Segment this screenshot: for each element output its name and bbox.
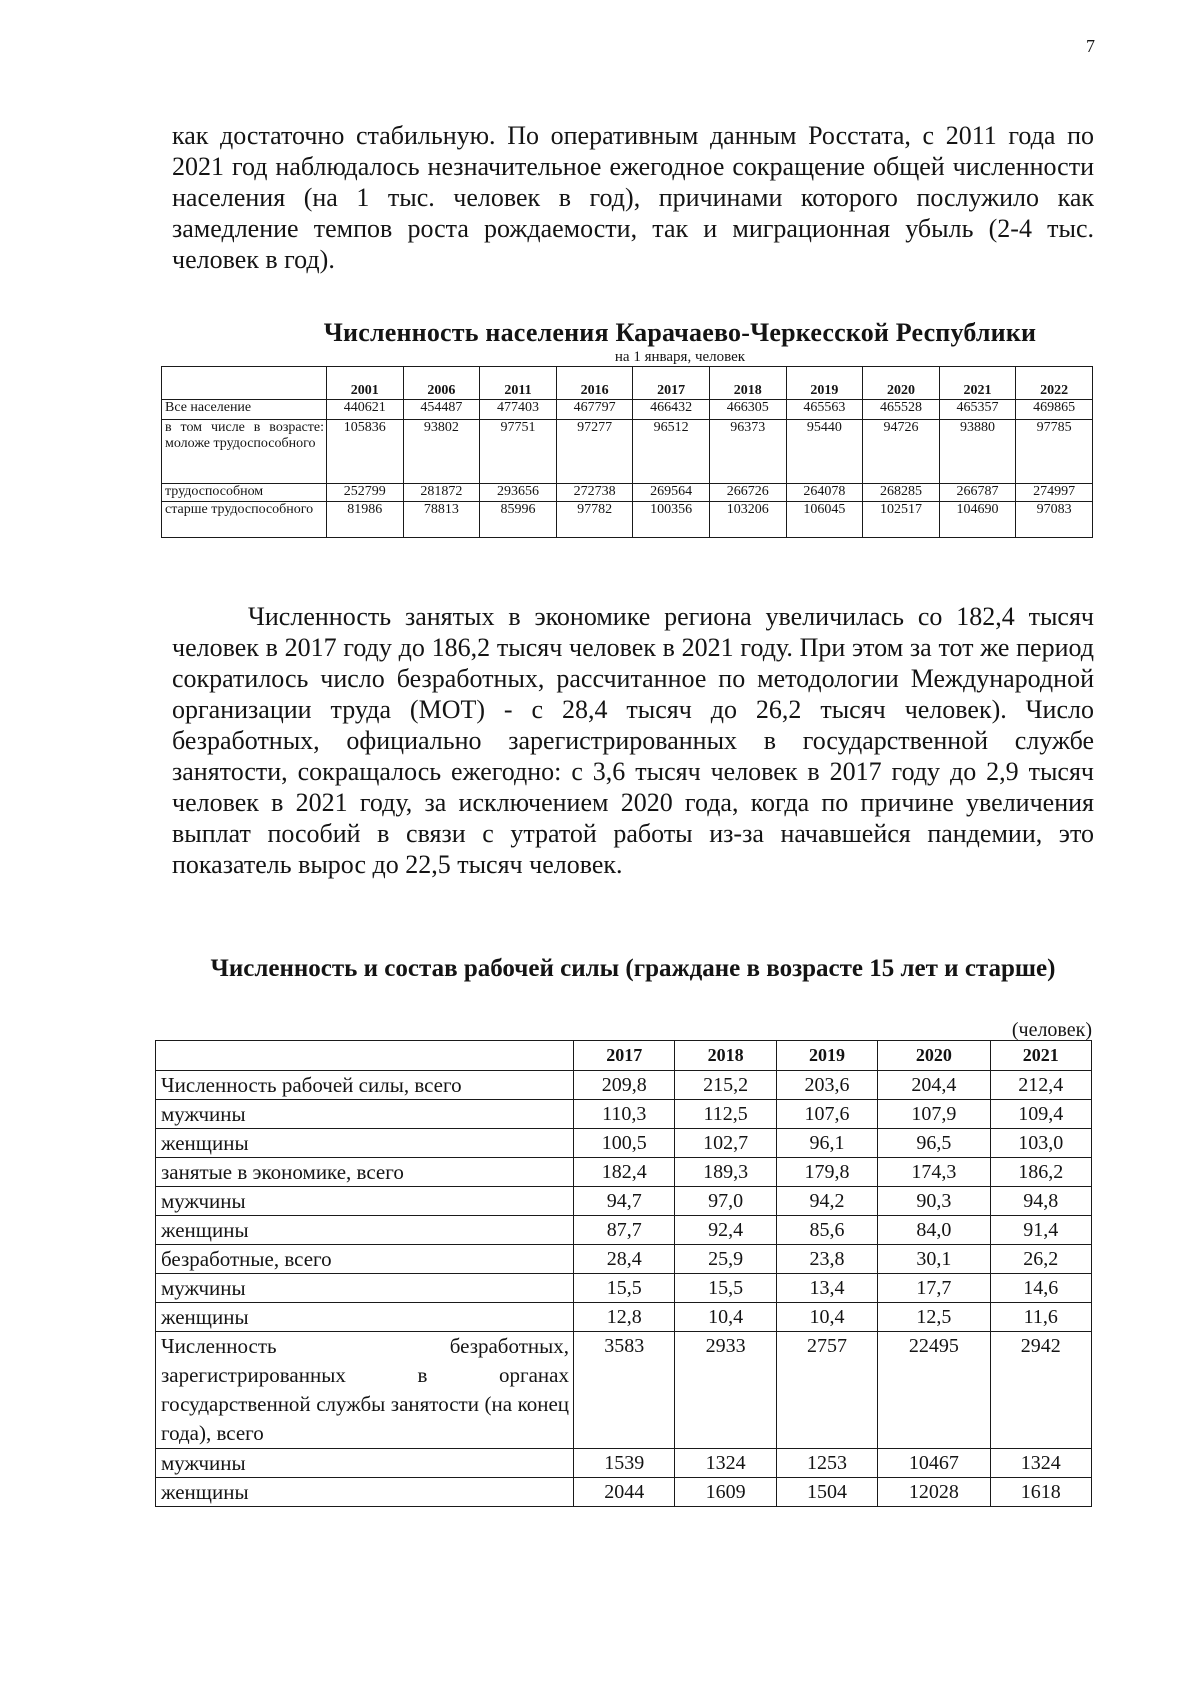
row-label: Все население (162, 400, 327, 420)
table-row (156, 1478, 1092, 1507)
table-header-empty (156, 1041, 574, 1071)
year-header: 2022 (1016, 367, 1093, 400)
table-row (156, 1303, 1092, 1332)
table-cell: 30,1 (878, 1245, 990, 1274)
table-cell: 268285 (863, 484, 940, 502)
year-header: 2016 (556, 367, 633, 400)
row-label: Численность рабочей силы, всего (156, 1071, 574, 1100)
table-cell: 182,4 (574, 1158, 675, 1187)
row-label: в том числе в возрасте: моложе трудоспособного (162, 420, 327, 484)
table-cell: 10467 (878, 1449, 990, 1478)
table-cell: 10,4 (776, 1303, 877, 1332)
table-cell: 106045 (786, 502, 863, 538)
table-row (156, 1129, 1092, 1158)
table-cell: 78813 (403, 502, 480, 538)
table-row (156, 1158, 1092, 1187)
table-cell: 84,0 (878, 1216, 990, 1245)
labor-force-table (155, 1040, 1092, 1507)
table-cell: 13,4 (776, 1274, 877, 1303)
table-cell: 274997 (1016, 484, 1093, 502)
year-header: 2017 (574, 1041, 675, 1071)
table-cell: 12028 (878, 1478, 990, 1507)
table-cell: 23,8 (776, 1245, 877, 1274)
table-cell: 110,3 (574, 1100, 675, 1129)
table-cell: 103,0 (990, 1129, 1091, 1158)
table2-title: Численность и состав рабочей силы (граждане в возрасте 15 лет и старше) (210, 955, 1056, 982)
table-cell: 109,4 (990, 1100, 1091, 1129)
table-cell: 12,5 (878, 1303, 990, 1332)
row-label: занятые в экономике, всего (156, 1158, 574, 1187)
table-row (156, 1449, 1092, 1478)
paragraph-employment: Численность занятых в экономике региона увеличилась со 182,4 тысяч человек в 2017 году до 186,2 тысяч человек в 2021 году. При этом за тот же период сократилось число безработных, рассчитанное по методологии Международной организации труда (МОТ) - с 28,4 тысяч до 26,2 тысяч человек). Число безработных, официально зарегистрированных в государственной службе занятости, сокращалось ежегодно: с 3,6 тысяч человек в 2017 году до 2,9 тысяч человек в 2021 году, за исключением 2020 года, когда по причине увеличения выплат пособий в связи с утратой работы из-за начавшейся пандемии, это показатель вырос до 22,5 тысяч человек. (172, 602, 1094, 879)
table-cell: 94,8 (990, 1187, 1091, 1216)
year-header: 2001 (327, 367, 404, 400)
year-header: 2017 (633, 367, 710, 400)
table-cell: 25,9 (675, 1245, 776, 1274)
table1-subtitle: на 1 января, человек (614, 349, 746, 365)
table-cell: 97751 (480, 420, 557, 484)
table-cell: 186,2 (990, 1158, 1091, 1187)
table-cell: 97782 (556, 502, 633, 538)
paragraph-population-trend: как достаточно стабильную. По оперативным данным Росстата, с 2011 года по 2021 год наблюдалось незначительное ежегодное сокращение общей численности населения (на 1 тыс. человек в год), причинами которого послужило как замедление темпов роста рождаемости, так и миграционная убыль (2-4 тыс. человек в год). (172, 121, 1094, 274)
table-row (156, 1100, 1092, 1129)
table-cell: 1609 (675, 1478, 776, 1507)
table-cell: 97,0 (675, 1187, 776, 1216)
table-cell: 266787 (939, 484, 1016, 502)
table-cell: 100,5 (574, 1129, 675, 1158)
table-cell: 94,7 (574, 1187, 675, 1216)
table-cell: 1324 (990, 1449, 1091, 1478)
table-cell: 95440 (786, 420, 863, 484)
table-cell: 1539 (574, 1449, 675, 1478)
table2-unit: (человек) (1011, 1019, 1092, 1041)
table-cell: 94726 (863, 420, 940, 484)
table-cell: 12,8 (574, 1303, 675, 1332)
table-cell: 94,2 (776, 1187, 877, 1216)
year-header: 2021 (990, 1041, 1091, 1071)
table-row (156, 1187, 1092, 1216)
table-cell: 189,3 (675, 1158, 776, 1187)
table-row (156, 1245, 1092, 1274)
table-cell: 15,5 (675, 1274, 776, 1303)
table-cell: 102517 (863, 502, 940, 538)
table-cell: 28,4 (574, 1245, 675, 1274)
table-row (156, 1332, 1092, 1449)
table-cell: 1253 (776, 1449, 877, 1478)
table-cell: 465357 (939, 400, 1016, 420)
table-cell: 97785 (1016, 420, 1093, 484)
year-header: 2021 (939, 367, 1016, 400)
table-cell: 465528 (863, 400, 940, 420)
table-cell: 272738 (556, 484, 633, 502)
table-cell: 467797 (556, 400, 633, 420)
row-label: Численность безработных, зарегистрированных в органах государственной службы занятости (на конец года), всего (156, 1332, 574, 1449)
row-label: мужчины (156, 1187, 574, 1216)
table-cell: 81986 (327, 502, 404, 538)
table-cell: 1618 (990, 1478, 1091, 1507)
table-cell: 22495 (878, 1332, 990, 1449)
row-label: женщины (156, 1303, 574, 1332)
table-row (156, 1274, 1092, 1303)
table-row (162, 484, 1093, 502)
table-cell: 102,7 (675, 1129, 776, 1158)
table-cell: 281872 (403, 484, 480, 502)
table-cell: 2757 (776, 1332, 877, 1449)
table-header-row (162, 367, 1093, 400)
table-cell: 252799 (327, 484, 404, 502)
year-header: 2006 (403, 367, 480, 400)
table-cell: 466305 (709, 400, 786, 420)
table-cell: 1504 (776, 1478, 877, 1507)
table-cell: 103206 (709, 502, 786, 538)
table-cell: 85996 (480, 502, 557, 538)
table-cell: 85,6 (776, 1216, 877, 1245)
row-label: мужчины (156, 1449, 574, 1478)
table-cell: 10,4 (675, 1303, 776, 1332)
table-cell: 97083 (1016, 502, 1093, 538)
table-cell: 90,3 (878, 1187, 990, 1216)
table-cell: 93802 (403, 420, 480, 484)
table-header-empty (162, 367, 327, 400)
row-label: мужчины (156, 1274, 574, 1303)
table-cell: 96,5 (878, 1129, 990, 1158)
table-row (156, 1071, 1092, 1100)
table-cell: 174,3 (878, 1158, 990, 1187)
table-cell: 203,6 (776, 1071, 877, 1100)
table-cell: 440621 (327, 400, 404, 420)
table-cell: 26,2 (990, 1245, 1091, 1274)
table-cell: 96512 (633, 420, 710, 484)
table-cell: 107,9 (878, 1100, 990, 1129)
table-cell: 105836 (327, 420, 404, 484)
table-cell: 293656 (480, 484, 557, 502)
year-header: 2020 (863, 367, 940, 400)
table-row (162, 400, 1093, 420)
table-cell: 3583 (574, 1332, 675, 1449)
table-cell: 91,4 (990, 1216, 1091, 1245)
table-cell: 1324 (675, 1449, 776, 1478)
row-label: женщины (156, 1129, 574, 1158)
table-cell: 215,2 (675, 1071, 776, 1100)
year-header: 2020 (878, 1041, 990, 1071)
table-cell: 11,6 (990, 1303, 1091, 1332)
table-cell: 2044 (574, 1478, 675, 1507)
table-cell: 2942 (990, 1332, 1091, 1449)
table-cell: 112,5 (675, 1100, 776, 1129)
row-label: старше трудоспособного (162, 502, 327, 538)
table-cell: 100356 (633, 502, 710, 538)
table-cell: 87,7 (574, 1216, 675, 1245)
table-cell: 469865 (1016, 400, 1093, 420)
table-cell: 209,8 (574, 1071, 675, 1100)
table-cell: 179,8 (776, 1158, 877, 1187)
table-cell: 264078 (786, 484, 863, 502)
table-cell: 96,1 (776, 1129, 877, 1158)
page-number: 7 (1086, 36, 1095, 56)
row-label: женщины (156, 1478, 574, 1507)
table-cell: 212,4 (990, 1071, 1091, 1100)
table-row (162, 420, 1093, 484)
year-header: 2019 (776, 1041, 877, 1071)
table-cell: 15,5 (574, 1274, 675, 1303)
table-cell: 97277 (556, 420, 633, 484)
year-header: 2019 (786, 367, 863, 400)
table-header-row (156, 1041, 1092, 1071)
row-label: безработные, всего (156, 1245, 574, 1274)
table1-title: Численность населения Карачаево-Черкесской Республики (323, 318, 1037, 347)
table-cell: 454487 (403, 400, 480, 420)
table-cell: 204,4 (878, 1071, 990, 1100)
table-cell: 466432 (633, 400, 710, 420)
table-cell: 17,7 (878, 1274, 990, 1303)
row-label: трудоспособном (162, 484, 327, 502)
table-cell: 269564 (633, 484, 710, 502)
table-cell: 14,6 (990, 1274, 1091, 1303)
table-cell: 266726 (709, 484, 786, 502)
row-label: мужчины (156, 1100, 574, 1129)
table-row (162, 502, 1093, 538)
year-header: 2018 (709, 367, 786, 400)
table-cell: 477403 (480, 400, 557, 420)
table-cell: 92,4 (675, 1216, 776, 1245)
table-cell: 107,6 (776, 1100, 877, 1129)
year-header: 2011 (480, 367, 557, 400)
population-table (161, 366, 1093, 538)
table-cell: 465563 (786, 400, 863, 420)
table-row (156, 1216, 1092, 1245)
table-cell: 96373 (709, 420, 786, 484)
year-header: 2018 (675, 1041, 776, 1071)
table-cell: 2933 (675, 1332, 776, 1449)
table-cell: 93880 (939, 420, 1016, 484)
table-cell: 104690 (939, 502, 1016, 538)
row-label: женщины (156, 1216, 574, 1245)
